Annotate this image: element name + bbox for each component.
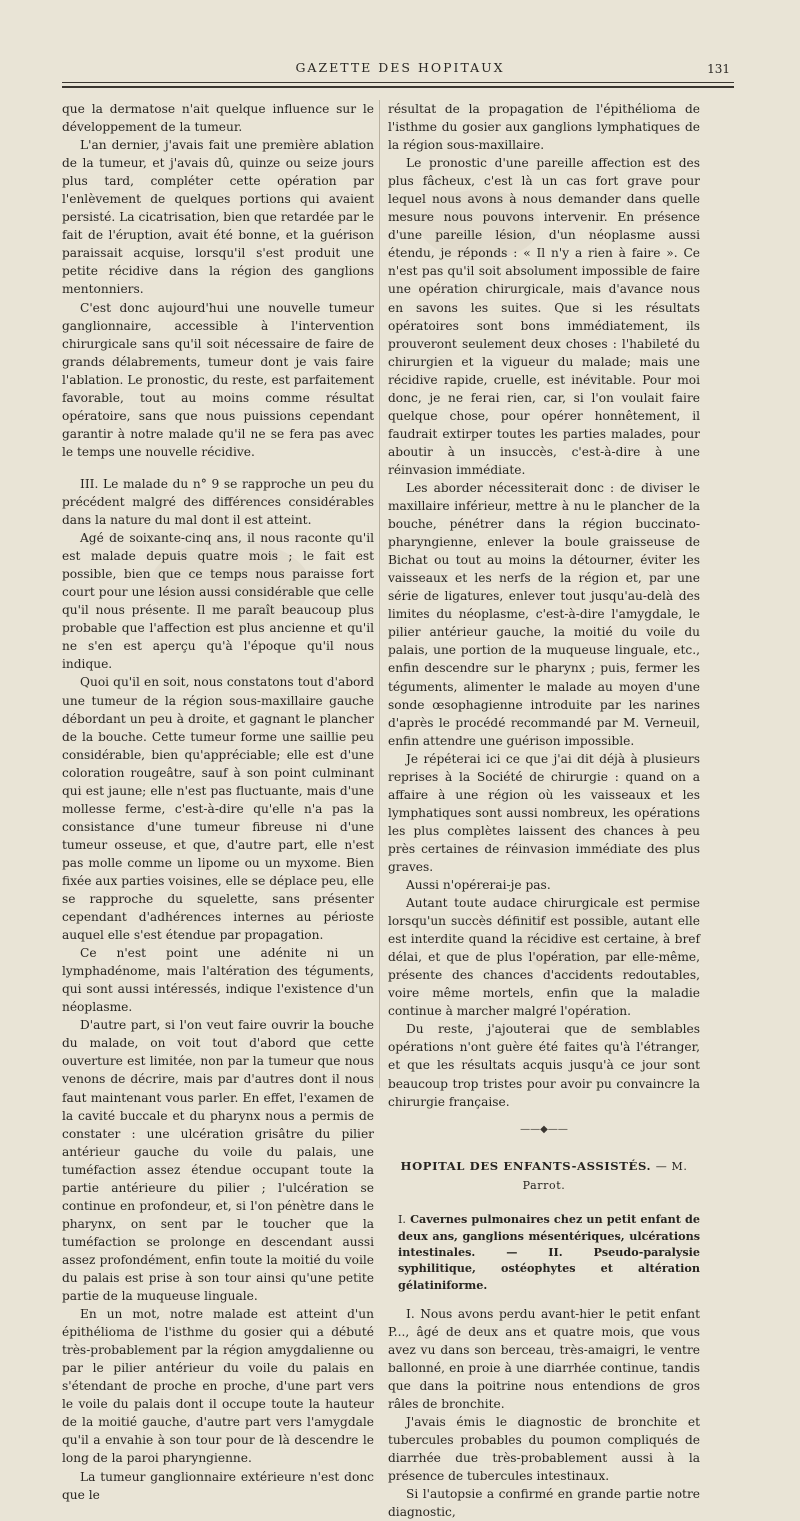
right-column xyxy=(388,100,700,1521)
paragraph: III. Le malade du n° 9 se rapproche un peu du précédent malgré des différences considérables dans la nature du mal dont il est atteint. xyxy=(62,476,374,528)
paragraph: Les aborder nécessiterait donc : de diviser le maxillaire inférieur, mettre à nu le plancher de la bouche, pénétrer dans la région buccinato-pharyngienne, enlever la boule graisseuse de Bichat ou tout au moins la détourner, éviter les vaisseaux et les nerfs de la région et, par une série de ligatures, enlever tout jusqu'au-delà des limites du néoplasme, c'est-à-dire l'amygdale, le pilier antérieur gauche, la moitié du voile du palais, une portion de la muqueuse linguale, etc., enfin descendre sur le pharynx ; puis, fermer les téguments, alimenter le malade au moyen d'une sonde œsophagienne introduite par les narines d'après le procédé recommandé par M. Verneuil, enfin attendre une guérison impossible. xyxy=(388,480,700,748)
section-ornament: ——◆—— xyxy=(520,1123,568,1135)
left-column xyxy=(62,100,374,1504)
paragraph: Aussi n'opérerai-je pas. xyxy=(406,878,551,893)
section-title xyxy=(388,1157,700,1195)
paragraph: que la dermatose n'ait quelque influence sur le développement de la tumeur. xyxy=(62,102,374,135)
paragraph: Je répéterai ici ce que j'ai dit déjà à plusieurs reprises à la Société de chirurgie : quand on a affaire à une région où les vaisseaux et les lymphatiques sont aussi nombreux, les opérations les plus complètes laissent des chances à peu près certaines de réinvasion immédiate des plus graves. xyxy=(388,751,700,874)
paragraph: Quoi qu'il en soit, nous constatons tout d'abord une tumeur de la région sous-maxillaire gauche débordant un peu à droite, et gagnant le plancher de la bouche. Cette tumeur forme une saillie peu considérable, bien qu'appréciable; elle est d'une coloration rougeâtre, sauf à son point culminant qui est jaune; elle n'est pas fluctuante, mais d'une mollesse ferme, c'est-à-dire qu'elle n'a pas la consistance d'une tumeur fibreuse ni d'une tumeur osseuse, et que, d'autre part, elle n'est pas molle comme un lipome ou un myxome. Bien fixée aux parties voisines, elle se déplace peu, elle se rapproche du squelette, sans présenter cependant d'adhérences internes au périoste auquel elle s'est étendue par propagation. xyxy=(62,675,374,943)
section-author: — M. Parrot. xyxy=(522,1159,688,1192)
paragraph: C'est donc aujourd'hui une nouvelle tumeur ganglionnaire, accessible à l'intervention chirurgicale sans qu'il soit nécessaire de faire de grands délabrements, tumeur dont je vais faire l'ablation. Le pronostic, du reste, est parfaitement favorable, tout au moins comme résultat opératoire, sans que nous puissions cependant garantir à notre malade qu'il ne se fera pas avec le temps une nouvelle récidive. xyxy=(62,300,374,459)
paragraph: I. Nous avons perdu avant-hier le petit enfant P..., âgé de deux ans et quatre mois, que vous avez vu dans son berceau, très-amaigri, le ventre ballonné, en proie à une diarrhée continue, tandis que dans la poitrine nous entendions de gros râles de bronchite. xyxy=(388,1306,700,1412)
paragraph: Agé de soixante-cinq ans, il nous raconte qu'il est malade depuis quatre mois ; le fait est possible, bien que ce temps nous paraisse fort court pour une lésion aussi considérable que celle qu'il nous présente. Il me paraît beaucoup plus probable que l'affection est plus ancienne et qu'il ne s'en est aperçu qu'à l'époque qu'il nous indique. xyxy=(62,531,374,672)
paragraph: Du reste, j'ajouterai que de semblables opérations n'ont guère été faites qu'à l'étranger, et que les résultats acquis jusqu'à ce jour sont beaucoup trop tristes pour avoir pu convaincre la chirurgie française. xyxy=(388,1022,700,1109)
paragraph: L'an dernier, j'avais fait une première ablation de la tumeur, et j'avais dû, quinze ou seize jours plus tard, compléter cette opération par l'enlèvement de quelques portions qui avaient persisté. La cicatrisation, bien que retardée par le fait de l'éruption, avait été bonne, et la guérison paraissait acquise, lorsqu'il s'est produit une petite récidive dans la région des ganglions mentonniers. xyxy=(62,138,374,297)
paragraph: D'autre part, si l'on veut faire ouvrir la bouche du malade, on voit tout d'abord que cette ouverture est limitée, non par la tumeur que nous venons de décrire, mais par d'autres dont il nous faut maintenant vous parler. En effet, l'examen de la cavité buccale et du pharynx nous a permis de constater : une ulcération grisâtre du pilier antérieur gauche du voile du palais, une tuméfaction assez étendue occupant toute la partie antérieure du pilier ; l'ulcération se continue en profondeur, et, si l'on pénètre dans le pharynx, on sent par le toucher que la tuméfaction se prolonge en descendant aussi assez profondément, enfin toute la moitié du voile du palais est prise à son tour ainsi qu'une petite partie de la muqueuse linguale. xyxy=(62,1018,374,1304)
summary-number: I. xyxy=(398,1212,406,1226)
lecture-summary xyxy=(388,1211,700,1293)
summary-text: Cavernes pulmonaires chez un petit enfant de deux ans, ganglions mésentériques, ulcérations intestinales. — II. Pseudo-paralysie syphilitique, ostéophytes et altération gélatiniforme. xyxy=(398,1211,700,1292)
paragraph: résultat de la propagation de l'épithélioma de l'isthme du gosier aux ganglions lymphatiques de la région sous-maxillaire. xyxy=(388,102,700,153)
running-header-title: GAZETTE DES HOPITAUX xyxy=(295,60,505,75)
paragraph: Ce n'est point une adénite ni un lymphadénome, mais l'altération des téguments, qui sont aussi intéressés, indique l'existence d'un néoplasme. xyxy=(62,946,374,1015)
section-title-text: HOPITAL DES ENFANTS-ASSISTÉS. xyxy=(400,1158,652,1173)
paragraph: Autant toute audace chirurgicale est permise lorsqu'un succès définitif est possible, autant elle est interdite quand la récidive est certaine, à bref délai, et que de plus l'opération, par elle-même, présente des chances d'accidents redoutables, voire même mortels, enfin que la maladie continue à marcher malgré l'opération. xyxy=(388,896,700,1019)
column-divider xyxy=(379,100,380,1088)
header-rule-thick xyxy=(62,86,734,88)
paragraph: Le pronostic d'une pareille affection est des plus fâcheux, c'est là un cas fort grave pour lequel nous avons à nous demander dans quelle mesure nous pouvons intervenir. En présence d'une pareille lésion, d'un néoplasme aussi étendu, je réponds : « Il n'y a rien à faire ». Ce n'est pas qu'il soit absolument impossible de faire une opération chirurgicale, mais d'avance nous en savons les suites. Que si les résultats opératoires sont bons immédiatement, ils prouveront seulement deux choses : l'habileté du chirurgien et la vigueur du malade; mais une récidive rapide, cruelle, est inévitable. Pour moi donc, je ne ferai rien, car, si l'on voulait faire quelque chose, pour opérer honnêtement, il faudrait extirper toutes les parties malades, pour aboutir à un insuccès, c'est-à-dire à une réinvasion immédiate. xyxy=(388,156,700,477)
page-number: 131 xyxy=(707,62,730,76)
paragraph: La tumeur ganglionnaire extérieure n'est donc que le xyxy=(62,1469,374,1502)
paragraph: J'avais émis le diagnostic de bronchite et tubercules probables du poumon compliqués de diarrhée due très-probablement aussi à la présence de tubercules intestinaux. xyxy=(388,1415,700,1484)
paragraph: En un mot, notre malade est atteint d'un épithélioma de l'isthme du gosier qui a débuté très-probablement par la région amygdalienne ou par le pilier antérieur du voile du palais en s'étendant de proche en proche, d'une part vers le voile du palais dont il occupe toute la hauteur de la moitié gauche, d'autre part vers l'amygdale qu'il a envahie à son tour pour de là descendre le long de la paroi pharyngienne. xyxy=(62,1307,374,1466)
paragraph: Si l'autopsie a confirmé en grande partie notre diagnostic, xyxy=(388,1487,700,1520)
header-rule-thin xyxy=(62,82,734,83)
